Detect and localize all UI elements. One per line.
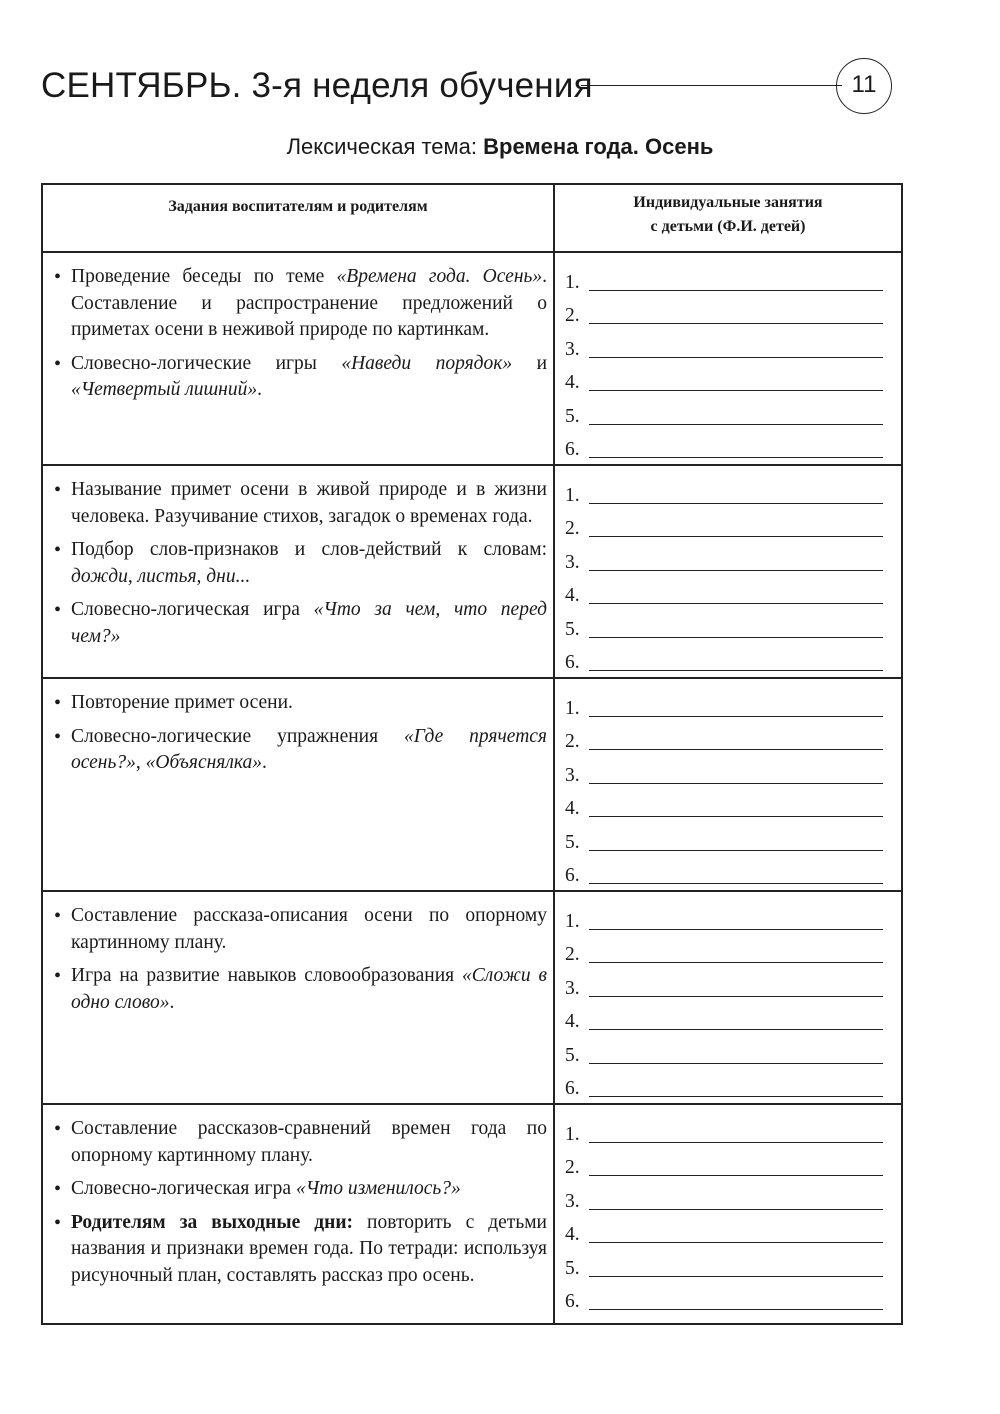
name-line[interactable]: 2. [565, 507, 893, 541]
name-line[interactable]: 4. [565, 1000, 893, 1034]
name-line[interactable]: 1. [565, 899, 893, 933]
name-line[interactable]: 6. [565, 1280, 893, 1314]
task-item: • Словесно-логические игры «Наведи порядок» и «Четвертый лишний». [71, 351, 547, 404]
table-row-1-names [555, 253, 901, 466]
name-lines [555, 466, 901, 674]
name-line[interactable]: 3. [565, 327, 893, 361]
name-line[interactable]: 2. [565, 1146, 893, 1180]
name-line[interactable]: 1. [565, 1112, 893, 1146]
name-lines [555, 679, 901, 887]
table-row-5-names [555, 1105, 901, 1323]
task-item: • Подбор слов-признаков и слов-действий к словам: дожди, листья, дни... [71, 537, 547, 590]
table-row-3-tasks [43, 679, 555, 892]
table-row-4-tasks [43, 892, 555, 1105]
name-line[interactable]: 5. [565, 1246, 893, 1280]
name-line[interactable]: 3. [565, 1179, 893, 1213]
task-list [43, 892, 553, 1016]
task-item: • Словесно-логическая игра «Что изменилось?» [71, 1176, 547, 1203]
name-line[interactable]: 4. [565, 1213, 893, 1247]
table-row-4-names [555, 892, 901, 1105]
name-line[interactable]: 1. [565, 260, 893, 294]
task-list [43, 679, 553, 777]
table-row-1-tasks [43, 253, 555, 466]
name-line[interactable]: 4. [565, 574, 893, 608]
task-list [43, 253, 553, 404]
task-list [43, 466, 553, 650]
name-line[interactable]: 4. [565, 787, 893, 821]
table-row-5-tasks [43, 1105, 555, 1323]
name-line[interactable]: 6. [565, 641, 893, 675]
name-line[interactable]: 3. [565, 966, 893, 1000]
task-item: • Составление рассказа-описания осени по опорному картинному плану. [71, 903, 547, 956]
task-item: • Словесно-логическая игра «Что за чем, что перед чем?» [71, 597, 547, 650]
name-lines [555, 1105, 901, 1313]
name-line[interactable]: 3. [565, 540, 893, 574]
header-individual-line2: с детьми (Ф.И. детей) [650, 218, 806, 235]
table-row-2-tasks [43, 466, 555, 679]
name-line[interactable]: 6. [565, 428, 893, 462]
name-line[interactable]: 4. [565, 361, 893, 395]
table-row-2-names [555, 466, 901, 679]
name-lines [555, 892, 901, 1100]
page-title: СЕНТЯБРЬ. 3-я неделя обучения [41, 66, 593, 105]
name-line[interactable]: 5. [565, 1033, 893, 1067]
lexical-topic-value: Времена года. Осень [483, 134, 714, 159]
lexical-topic [0, 132, 1000, 162]
name-line[interactable]: 6. [565, 854, 893, 888]
task-list [43, 1105, 553, 1289]
task-item: • Проведение беседы по теме «Времена года. Осень». Составление и распространение предложений о приметах осени в неживой природе по картинкам. [71, 264, 547, 344]
task-item: • Игра на развитие навыков словообразования «Сложи в одно слово». [71, 963, 547, 1016]
name-line[interactable]: 5. [565, 820, 893, 854]
header-individual-line1: Индивидуальные занятия [633, 194, 823, 211]
page-header [41, 64, 900, 112]
task-item: • Называние примет осени в живой природе и в жизни человека. Разучивание стихов, загадок о временах года. [71, 477, 547, 530]
name-line[interactable]: 2. [565, 294, 893, 328]
name-line[interactable]: 6. [565, 1067, 893, 1101]
name-line[interactable]: 2. [565, 933, 893, 967]
name-line[interactable]: 1. [565, 686, 893, 720]
lexical-topic-label: Лексическая тема: [286, 134, 478, 159]
name-line[interactable]: 1. [565, 473, 893, 507]
table-row-3-names [555, 679, 901, 892]
name-line[interactable]: 3. [565, 753, 893, 787]
title-rule [581, 85, 842, 86]
task-item: • Повторение примет осени. [71, 690, 547, 717]
task-item: • Словесно-логические упражнения «Где прячется осень?», «Объяснялка». [71, 724, 547, 777]
page-number: 11 [836, 58, 892, 114]
name-line[interactable]: 2. [565, 720, 893, 754]
name-line[interactable]: 5. [565, 394, 893, 428]
name-lines [555, 253, 901, 461]
task-table [41, 183, 903, 1325]
header-individual [555, 185, 901, 253]
header-tasks: Задания воспитателям и родителям [43, 185, 555, 253]
name-line[interactable]: 5. [565, 607, 893, 641]
task-item: • Родителям за выходные дни: повторить с детьми названия и признаки времен года. По тетради: используя рисуночный план, составлять рассказ про осень. [71, 1210, 547, 1290]
task-item: • Составление рассказов-сравнений времен года по опорному картинному плану. [71, 1116, 547, 1169]
